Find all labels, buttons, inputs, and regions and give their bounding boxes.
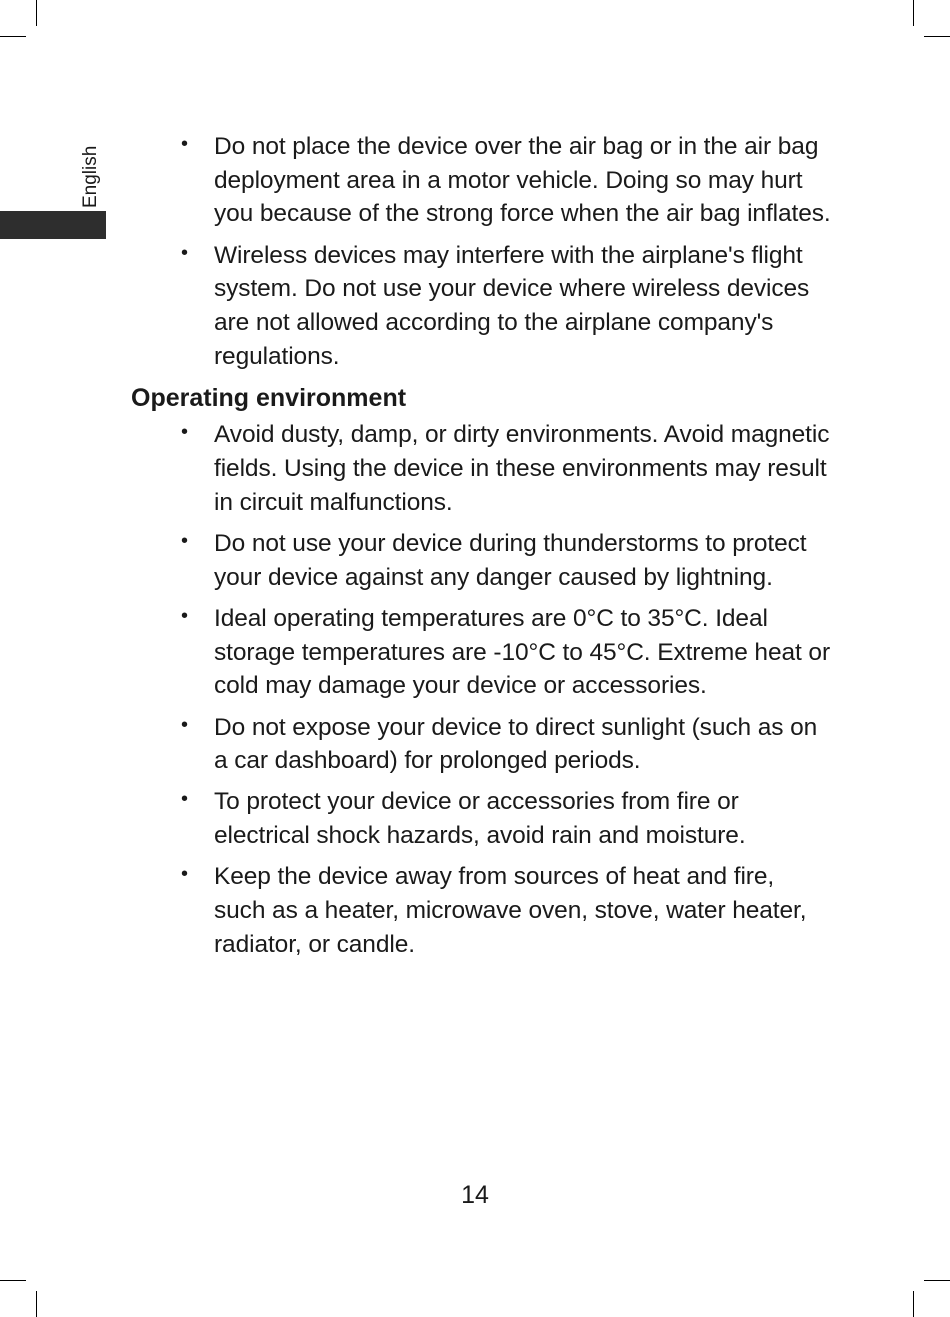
list-item-text: Do not expose your device to direct sunlight (such as on a car dashboard) for prolonged periods. xyxy=(214,713,818,775)
list-item xyxy=(131,860,831,961)
crop-mark-bottom-left-vertical xyxy=(36,1291,37,1317)
section-heading: Operating environment xyxy=(131,384,407,413)
language-tab-label: English xyxy=(80,145,101,208)
list-item-text: Do not place the device over the air bag or in the air bag deployment area in a motor vehicle. Doing so may hurt you because of the strong force when the air bag inflates. xyxy=(214,133,831,228)
list-item-text: Wireless devices may interfere with the airplane's flight system. Do not use your device where wireless devices are not allowed according to the airplane company's regulations. xyxy=(214,241,810,370)
bullet-glyph: • xyxy=(181,713,188,736)
bullet-glyph: • xyxy=(181,530,188,553)
list-item xyxy=(131,418,831,519)
bullet-glyph: • xyxy=(181,788,188,811)
list-item xyxy=(131,785,831,852)
list-item xyxy=(131,711,831,778)
list-item-text: Avoid dusty, damp, or dirty environments. Avoid magnetic fields. Using the device in these environments may result in circuit malfunctions. xyxy=(214,421,830,516)
crop-mark-bottom-left-horizontal xyxy=(0,1280,26,1281)
crop-mark-bottom-right-vertical xyxy=(913,1291,914,1317)
list-item-text: Ideal operating temperatures are 0°C to 35°C. Ideal storage temperatures are -10°C to 45°C. Extreme heat or cold may damage your device or accessories. xyxy=(214,604,830,700)
bullet-glyph: • xyxy=(181,863,188,886)
list-item-text: Do not use your device during thunderstorms to protect your device against any danger caused by lightning. xyxy=(214,530,807,591)
crop-mark-top-right-horizontal xyxy=(924,36,950,37)
crop-mark-bottom-right-horizontal xyxy=(924,1280,950,1281)
list-item xyxy=(131,527,831,594)
crop-mark-top-left-horizontal xyxy=(0,36,26,37)
list-item xyxy=(131,239,831,374)
bullet-glyph: • xyxy=(181,133,188,155)
list-item-text: Keep the device away from sources of heat and fire, such as a heater, microwave oven, stove, water heater, radiator, or candle. xyxy=(214,863,807,958)
bullet-glyph: • xyxy=(181,421,188,444)
crop-mark-top-left-vertical xyxy=(36,0,37,26)
list-item-text: To protect your device or accessories from fire or electrical shock hazards, avoid rain and moisture. xyxy=(214,788,746,850)
bullet-glyph: • xyxy=(181,241,188,264)
operating-environment-bullet-list xyxy=(131,418,831,961)
language-tab xyxy=(0,211,106,239)
page-number: 14 xyxy=(461,1181,489,1209)
crop-mark-top-right-vertical xyxy=(913,0,914,26)
bullet-glyph: • xyxy=(181,604,188,627)
list-item xyxy=(131,602,831,703)
intro-bullet-list xyxy=(131,130,831,373)
page-content xyxy=(131,130,831,969)
list-item xyxy=(131,130,831,231)
